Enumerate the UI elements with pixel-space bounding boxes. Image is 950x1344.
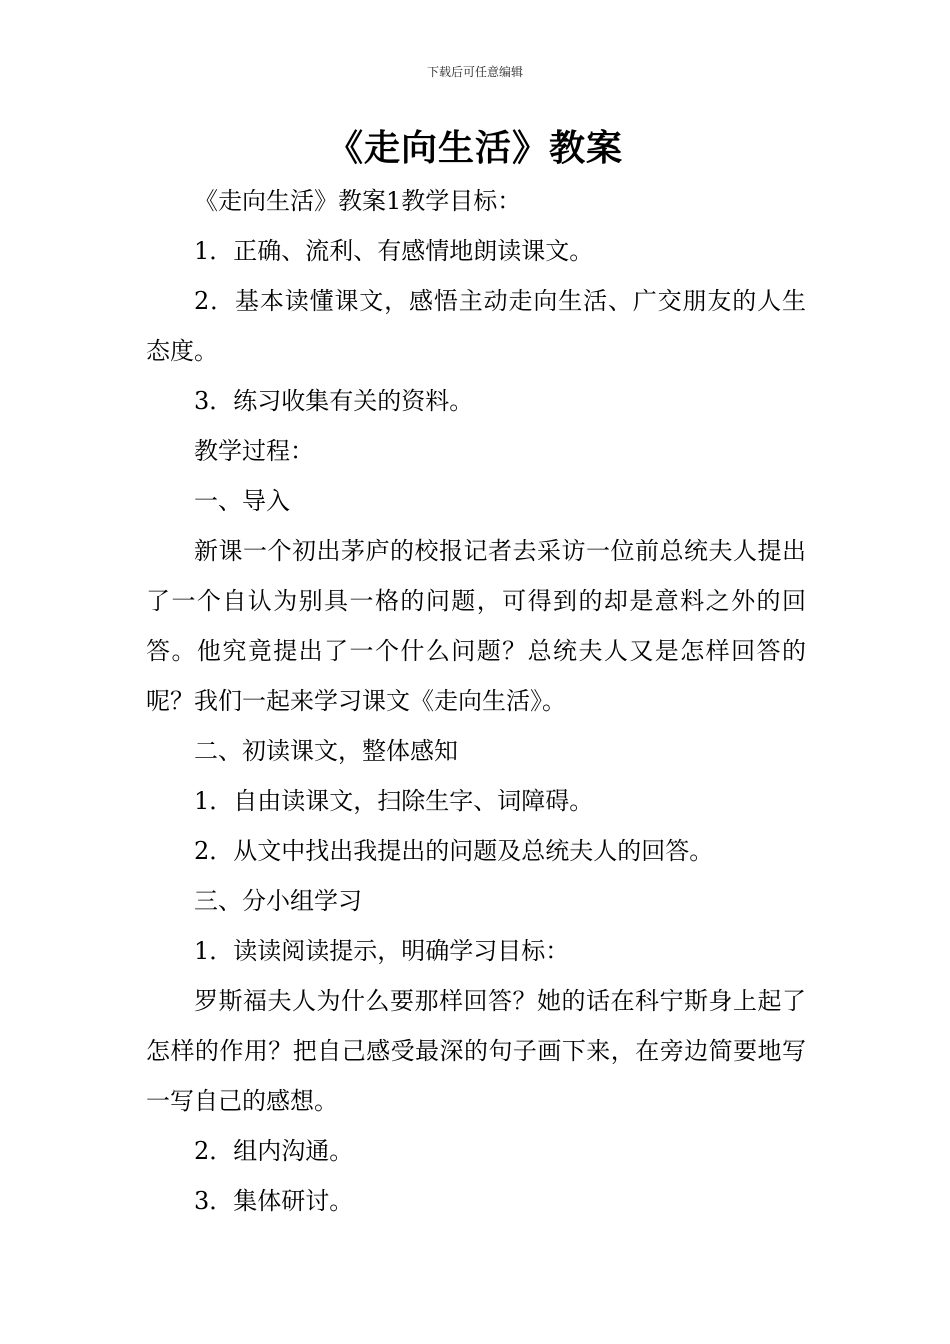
paragraph-section-1-heading: 一、导入 — [194, 487, 290, 515]
document-title: 《走向生活》教案 — [326, 127, 623, 169]
paragraph-section-2-heading: 二、初读课文，整体感知 — [194, 737, 458, 765]
paragraph-reading-prompt: 罗斯福夫人为什么要那样回答？她的话在科宁斯身上起了怎样的作用？把自己感受最深的句子画下来，在旁边简要地写一写自己的感想。 — [146, 987, 806, 1115]
paragraph-objectives-heading: 《走向生活》教案1教学目标： — [194, 187, 522, 215]
paragraph-section-2-item-1: 1．自由读课文，扫除生字、词障碍。 — [194, 787, 594, 815]
paragraph-section-3-item-2: 2．组内沟通。 — [194, 1137, 354, 1165]
paragraph-introduction: 新课一个初出茅庐的校报记者去采访一位前总统夫人提出了一个自认为别具一格的问题，可得到的却是意料之外的回答。他究竟提出了一个什么问题？总统夫人又是怎样回答的呢？我们一起来学习课文《走向生活》。 — [146, 537, 806, 715]
document-body — [146, 176, 806, 1226]
paragraph-section-3-item-1: 1．读读阅读提示，明确学习目标： — [194, 937, 570, 965]
paragraph-objective-1: 1．正确、流利、有感情地朗读课文。 — [194, 237, 594, 265]
header-note: 下载后可任意编辑 — [426, 65, 523, 79]
paragraph-section-3-heading: 三、分小组学习 — [194, 887, 362, 915]
paragraph-objective-3: 3．练习收集有关的资料。 — [194, 387, 474, 415]
paragraph-process-heading: 教学过程： — [194, 437, 314, 465]
paragraph-section-2-item-2: 2．从文中找出我提出的问题及总统夫人的回答。 — [194, 837, 714, 865]
paragraph-section-3-item-3: 3．集体研讨。 — [194, 1187, 354, 1215]
paragraph-objective-2: 2．基本读懂课文，感悟主动走向生活、广交朋友的人生态度。 — [146, 287, 806, 365]
